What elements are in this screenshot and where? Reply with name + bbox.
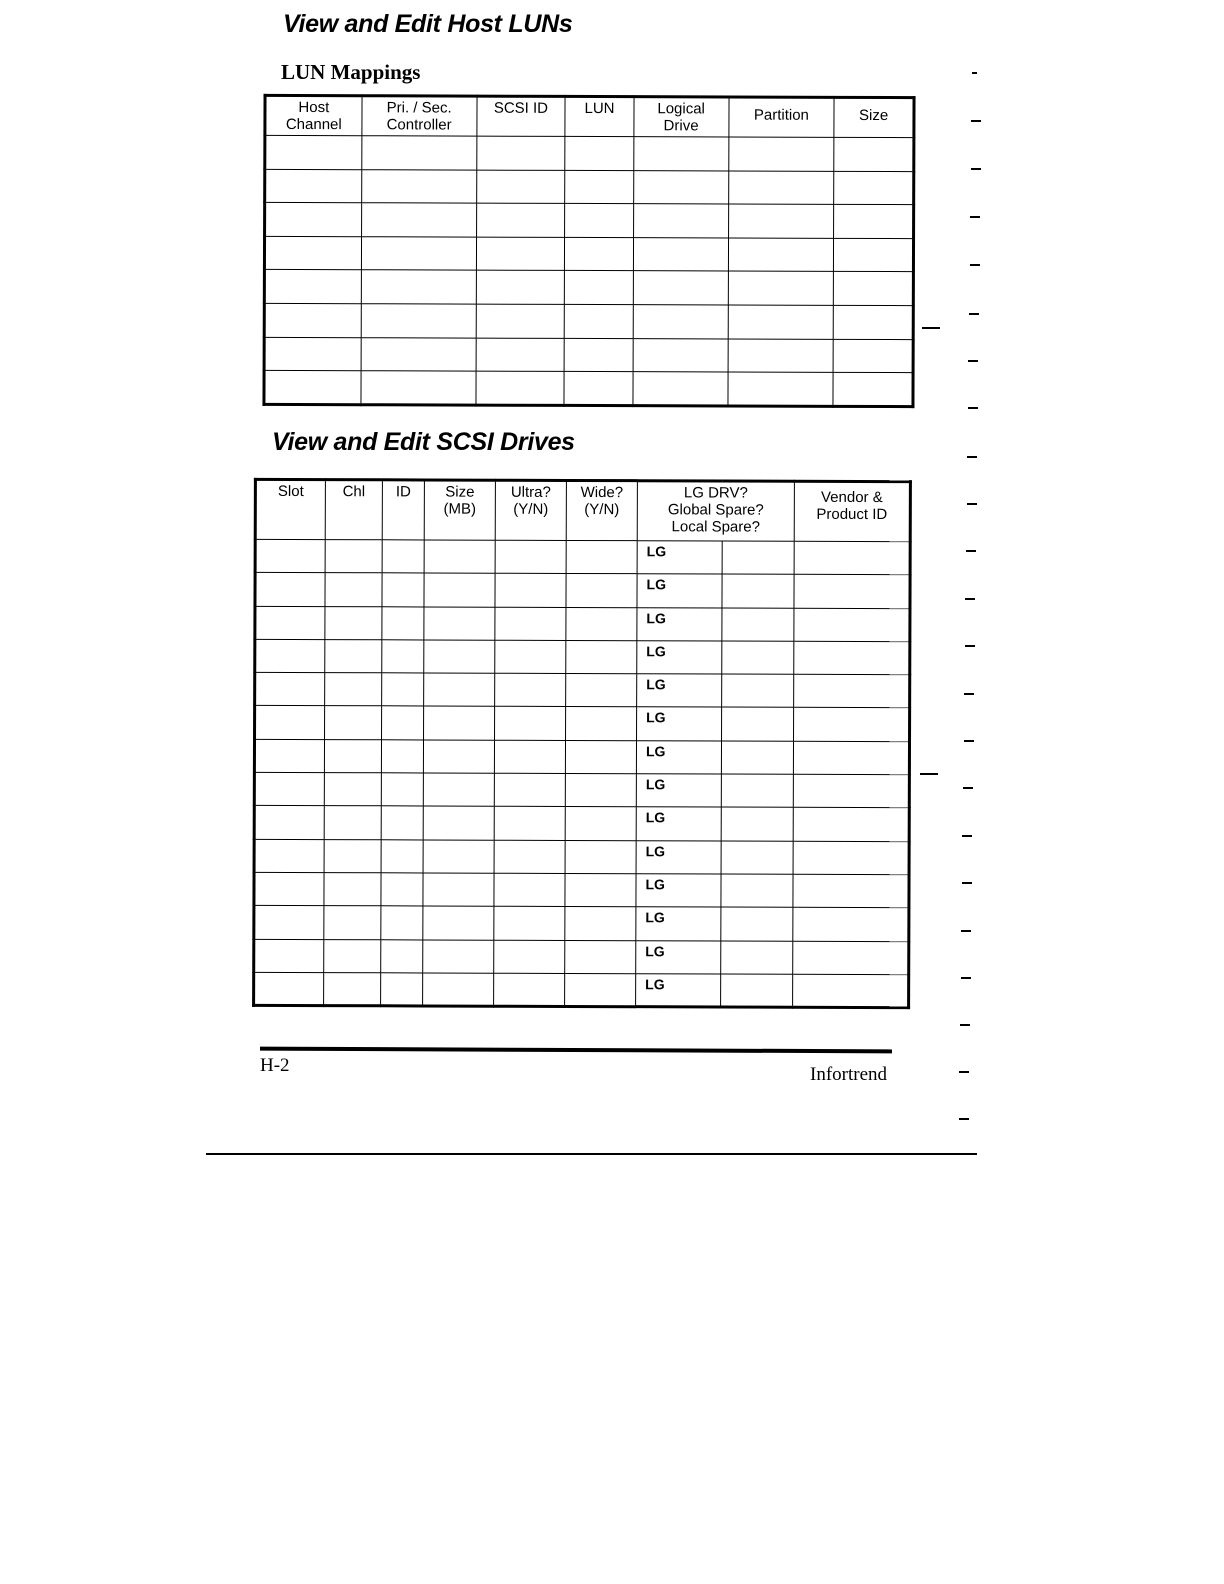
header-logical-drive: Logical Drive bbox=[634, 97, 729, 137]
drive-table-cell bbox=[722, 707, 794, 741]
lg-marker-cell: LG bbox=[636, 974, 721, 1008]
drive-table-cell bbox=[793, 841, 909, 875]
margin-tick bbox=[962, 882, 972, 884]
drive-table-cell bbox=[324, 739, 381, 772]
drive-table-cell bbox=[566, 574, 637, 608]
drive-table-cell bbox=[722, 541, 794, 575]
margin-tick bbox=[971, 168, 981, 170]
drive-table-cell bbox=[721, 841, 793, 875]
lg-marker-cell: LG bbox=[636, 874, 721, 908]
drive-table-cell bbox=[255, 606, 325, 640]
drive-table-cell bbox=[255, 573, 325, 607]
header-lg-drv-spare: LG DRV? Global Spare? Local Spare? bbox=[637, 481, 794, 542]
lun-table-cell bbox=[565, 204, 634, 238]
drive-table-cell bbox=[722, 674, 794, 708]
drive-table-cell bbox=[324, 873, 381, 906]
drive-table-cell bbox=[794, 608, 910, 642]
lun-table-body bbox=[264, 135, 914, 406]
header-vendor-product-id: Vendor & Product ID bbox=[794, 481, 910, 541]
lun-table-cell bbox=[728, 137, 834, 171]
drive-table-cell bbox=[722, 574, 794, 608]
lun-table-cell bbox=[565, 136, 634, 170]
drive-table-cell bbox=[324, 939, 381, 972]
header-host-channel: Host Channel bbox=[265, 95, 362, 135]
lun-table-cell bbox=[361, 371, 476, 405]
drive-table-cell bbox=[495, 673, 566, 707]
drive-table-cell bbox=[382, 640, 424, 673]
margin-tick bbox=[959, 1118, 969, 1120]
margin-tick bbox=[967, 503, 977, 505]
drive-table-cell bbox=[424, 573, 495, 607]
lun-table-cell bbox=[728, 238, 834, 272]
drive-table-cell bbox=[325, 639, 382, 672]
drive-table-cell bbox=[254, 972, 324, 1006]
drive-table-cell bbox=[495, 540, 566, 574]
lg-marker-cell: LG bbox=[636, 740, 721, 774]
header-slot: Slot bbox=[255, 479, 325, 539]
drive-table-cell bbox=[565, 907, 636, 941]
margin-tick bbox=[969, 313, 979, 315]
drive-table-cell bbox=[423, 973, 494, 1007]
lun-table-cell bbox=[834, 272, 914, 306]
lg-marker-cell: LG bbox=[637, 574, 722, 608]
lun-mappings-subtitle: LUN Mappings bbox=[281, 60, 421, 84]
drive-table-cell bbox=[566, 640, 637, 674]
header-lun: LUN bbox=[565, 96, 634, 136]
drive-table-cell bbox=[324, 972, 381, 1005]
lun-mappings-table bbox=[262, 94, 915, 408]
header-size: Size bbox=[834, 97, 914, 137]
drive-table-cell bbox=[565, 940, 636, 974]
drive-table-cell bbox=[494, 840, 565, 874]
drive-table-cell bbox=[794, 575, 910, 609]
margin-tick bbox=[970, 264, 980, 266]
header-scsi-id: SCSI ID bbox=[477, 96, 566, 136]
drive-table-row bbox=[255, 606, 910, 642]
lun-table-row bbox=[264, 270, 913, 306]
footer-company: Infortrend bbox=[810, 1064, 888, 1085]
lun-table-cell bbox=[476, 338, 565, 372]
drive-table-cell bbox=[423, 940, 494, 974]
drive-table-cell bbox=[565, 840, 636, 874]
header-ultra: Ultra? (Y/N) bbox=[495, 480, 566, 540]
drive-table-cell bbox=[721, 741, 793, 775]
lun-table-row bbox=[265, 135, 914, 171]
drive-table-cell bbox=[722, 641, 794, 675]
lun-table-cell bbox=[834, 205, 914, 239]
section-title-scsi-drives: View and Edit SCSI Drives bbox=[272, 428, 575, 456]
drive-table-cell bbox=[254, 939, 324, 973]
drive-table-cell bbox=[255, 706, 325, 740]
margin-tick bbox=[964, 693, 974, 695]
lun-table-cell bbox=[476, 371, 565, 405]
drive-table-cell bbox=[381, 773, 423, 806]
lun-table-cell bbox=[728, 339, 834, 373]
lun-table-cell bbox=[476, 203, 565, 237]
lg-marker-cell: LG bbox=[637, 607, 722, 641]
drive-table-row bbox=[254, 906, 909, 942]
drive-table-row bbox=[254, 806, 909, 842]
margin-tick bbox=[959, 1071, 969, 1073]
lun-table-cell bbox=[265, 203, 362, 237]
drive-table-cell bbox=[254, 772, 324, 806]
drive-table-cell bbox=[494, 906, 565, 940]
lun-table-cell bbox=[565, 170, 634, 204]
lun-table-cell bbox=[728, 271, 834, 305]
drive-table-cell bbox=[324, 906, 381, 939]
lun-table-cell bbox=[264, 236, 361, 270]
drive-table-cell bbox=[721, 974, 793, 1008]
header-chl: Chl bbox=[325, 480, 382, 540]
lg-marker-cell: LG bbox=[636, 807, 721, 841]
drive-table-cell bbox=[793, 941, 909, 975]
drive-table-cell bbox=[793, 741, 909, 775]
lun-table-cell bbox=[361, 169, 476, 203]
drive-table-cell bbox=[793, 874, 909, 908]
lun-table-row bbox=[264, 236, 913, 272]
drive-table-cell bbox=[325, 673, 382, 706]
lun-table-cell bbox=[633, 271, 728, 305]
drive-table-header-row bbox=[255, 479, 910, 541]
lun-table-cell bbox=[361, 337, 476, 371]
lun-table-cell bbox=[834, 137, 914, 171]
drive-table-row bbox=[254, 739, 909, 775]
scsi-drives-table bbox=[252, 478, 912, 1009]
section-title-host-luns: View and Edit Host LUNs bbox=[283, 10, 573, 38]
lun-table-cell bbox=[265, 169, 362, 203]
lun-table-cell bbox=[265, 135, 362, 169]
lun-table-cell bbox=[633, 237, 728, 271]
drive-table-cell bbox=[565, 973, 636, 1007]
drive-table-cell bbox=[566, 707, 637, 741]
drive-table-cell bbox=[324, 839, 381, 872]
lun-table-cell bbox=[476, 304, 565, 338]
lun-table-cell bbox=[264, 371, 361, 405]
lun-table-cell bbox=[728, 204, 834, 238]
lun-table-cell bbox=[361, 304, 476, 338]
lun-table-cell bbox=[476, 170, 565, 204]
drive-table-cell bbox=[494, 940, 565, 974]
drive-table-cell bbox=[325, 606, 382, 639]
lun-table-cell bbox=[264, 337, 361, 371]
lun-table-row bbox=[264, 337, 913, 373]
lun-table-row bbox=[264, 371, 913, 407]
lun-table-cell bbox=[728, 305, 834, 339]
drive-table-cell bbox=[495, 573, 566, 607]
drive-table-cell bbox=[381, 906, 423, 939]
margin-tick bbox=[972, 72, 977, 74]
lun-table-cell bbox=[264, 270, 361, 304]
lun-table-row bbox=[265, 169, 914, 205]
drive-table-cell bbox=[381, 740, 423, 773]
lun-table-cell bbox=[361, 203, 476, 237]
drive-table-cell bbox=[794, 708, 910, 742]
lun-table-cell bbox=[564, 304, 633, 338]
page-number: H-2 bbox=[260, 1055, 290, 1076]
drive-table-cell bbox=[255, 639, 325, 673]
lun-table-cell bbox=[727, 372, 833, 406]
drive-table-cell bbox=[721, 807, 793, 841]
lg-marker-cell: LG bbox=[636, 840, 721, 874]
drive-table-cell bbox=[494, 873, 565, 907]
drive-table-cell bbox=[424, 673, 495, 707]
drive-table-cell bbox=[423, 773, 494, 807]
lg-marker-cell: LG bbox=[636, 940, 721, 974]
lg-marker-cell: LG bbox=[637, 541, 722, 575]
drive-table-cell bbox=[495, 707, 566, 741]
drive-table-cell bbox=[255, 539, 325, 573]
drive-table-row bbox=[254, 972, 909, 1008]
drive-table-cell bbox=[566, 674, 637, 708]
margin-tick bbox=[965, 645, 975, 647]
drive-table-cell bbox=[423, 806, 494, 840]
margin-tick bbox=[968, 360, 978, 362]
lun-table-cell bbox=[564, 372, 633, 406]
lun-table-cell bbox=[565, 271, 634, 305]
margin-tick bbox=[964, 740, 974, 742]
lun-table-cell bbox=[476, 270, 565, 304]
drive-table-cell bbox=[495, 607, 566, 641]
drive-table-row bbox=[254, 839, 909, 875]
lun-table-header-row bbox=[265, 95, 914, 137]
drive-table-cell bbox=[423, 740, 494, 774]
header-wide: Wide? (Y/N) bbox=[566, 480, 637, 540]
drive-table-cell bbox=[424, 706, 495, 740]
drive-table-cell bbox=[324, 806, 381, 839]
header-controller: Pri. / Sec. Controller bbox=[362, 96, 477, 136]
drive-table-cell bbox=[794, 541, 910, 575]
lun-table-row bbox=[265, 203, 914, 239]
drive-table-cell bbox=[255, 673, 325, 707]
drive-table-cell bbox=[722, 608, 794, 642]
margin-tick bbox=[966, 550, 976, 552]
drive-table-cell bbox=[254, 739, 324, 773]
lun-table-cell bbox=[361, 270, 476, 304]
drive-table-cell bbox=[721, 941, 793, 975]
drive-table-cell bbox=[382, 540, 424, 573]
drive-table-cell bbox=[254, 806, 324, 840]
margin-tick bbox=[965, 598, 975, 600]
lg-marker-cell: LG bbox=[636, 774, 721, 808]
margin-tick bbox=[922, 327, 940, 329]
lg-marker-cell: LG bbox=[637, 707, 722, 741]
lun-table-cell bbox=[633, 372, 728, 406]
lun-table-cell bbox=[834, 305, 914, 339]
drive-table-cell bbox=[325, 706, 382, 739]
drive-table-row bbox=[254, 939, 909, 975]
drive-table-cell bbox=[423, 840, 494, 874]
drive-table-cell bbox=[382, 706, 424, 739]
header-partition: Partition bbox=[728, 97, 834, 137]
drive-table-cell bbox=[423, 873, 494, 907]
lun-table-cell bbox=[633, 170, 728, 204]
lun-table-cell bbox=[633, 305, 728, 339]
footer-rule bbox=[260, 1047, 892, 1054]
drive-table-cell bbox=[721, 907, 793, 941]
lun-table-cell bbox=[564, 338, 633, 372]
drive-table-cell bbox=[254, 839, 324, 873]
drive-table-cell bbox=[566, 607, 637, 641]
margin-tick bbox=[961, 930, 971, 932]
drive-table-cell bbox=[495, 640, 566, 674]
page-bottom-rule bbox=[206, 1153, 977, 1155]
drive-table-cell bbox=[381, 973, 423, 1006]
margin-tick bbox=[962, 835, 972, 837]
drive-table-cell bbox=[494, 973, 565, 1007]
margin-tick bbox=[961, 977, 971, 979]
drive-table-cell bbox=[324, 773, 381, 806]
drive-table-row bbox=[255, 673, 910, 709]
header-id: ID bbox=[382, 480, 424, 540]
lun-table-cell bbox=[633, 338, 728, 372]
lun-table-cell bbox=[264, 303, 361, 337]
lg-marker-cell: LG bbox=[637, 674, 722, 708]
lun-table-cell bbox=[361, 236, 476, 270]
drive-table-cell bbox=[424, 640, 495, 674]
drive-table-cell bbox=[325, 573, 382, 606]
margin-tick bbox=[967, 456, 977, 458]
drive-table-cell bbox=[793, 974, 909, 1008]
header-size-mb: Size (MB) bbox=[424, 480, 495, 540]
drive-table-cell bbox=[382, 606, 424, 639]
drive-table-cell bbox=[793, 808, 909, 842]
drive-table-cell bbox=[381, 806, 423, 839]
margin-tick bbox=[960, 1024, 970, 1026]
lun-table-cell bbox=[834, 238, 914, 272]
lun-table-cell bbox=[476, 237, 565, 271]
drive-table-body bbox=[254, 539, 911, 1007]
drive-table-cell bbox=[381, 873, 423, 906]
lun-table-cell bbox=[833, 373, 913, 407]
drive-table-cell bbox=[565, 807, 636, 841]
lun-table-row bbox=[264, 303, 913, 339]
drive-table-cell bbox=[325, 540, 382, 573]
drive-table-cell bbox=[794, 674, 910, 708]
lun-table-cell bbox=[728, 171, 834, 205]
drive-table-cell bbox=[793, 908, 909, 942]
drive-table-cell bbox=[794, 641, 910, 675]
drive-table-row bbox=[255, 639, 910, 675]
drive-table-row bbox=[255, 706, 910, 742]
margin-tick bbox=[970, 216, 980, 218]
drive-table-row bbox=[254, 772, 909, 808]
drive-table-cell bbox=[381, 839, 423, 872]
lg-marker-cell: LG bbox=[636, 907, 721, 941]
lun-table-cell bbox=[634, 137, 729, 171]
margin-tick bbox=[963, 787, 973, 789]
drive-table-cell bbox=[424, 540, 495, 574]
drive-table-cell bbox=[793, 774, 909, 808]
drive-table-row bbox=[254, 872, 909, 908]
margin-tick bbox=[971, 120, 981, 122]
drive-table-cell bbox=[381, 939, 423, 972]
margin-tick bbox=[968, 407, 978, 409]
lun-table-cell bbox=[833, 339, 913, 373]
drive-table-cell bbox=[424, 607, 495, 641]
drive-table-cell bbox=[721, 774, 793, 808]
lun-table-cell bbox=[834, 171, 914, 205]
drive-table-cell bbox=[494, 740, 565, 774]
drive-table-cell bbox=[565, 873, 636, 907]
drive-table-row bbox=[255, 539, 910, 575]
drive-table-cell bbox=[565, 774, 636, 808]
drive-table-cell bbox=[721, 874, 793, 908]
drive-table-cell bbox=[382, 673, 424, 706]
drive-table-row bbox=[255, 573, 910, 609]
drive-table-cell bbox=[565, 740, 636, 774]
lun-table-cell bbox=[565, 237, 634, 271]
lun-table-cell bbox=[633, 204, 728, 238]
lun-table-cell bbox=[476, 136, 565, 170]
drive-table-cell bbox=[494, 807, 565, 841]
drive-table-cell bbox=[566, 540, 637, 574]
margin-tick bbox=[920, 773, 938, 775]
drive-table-cell bbox=[254, 906, 324, 940]
lg-marker-cell: LG bbox=[637, 641, 722, 675]
drive-table-cell bbox=[423, 906, 494, 940]
drive-table-cell bbox=[254, 872, 324, 906]
lun-table-cell bbox=[362, 136, 477, 170]
drive-table-cell bbox=[382, 573, 424, 606]
drive-table-cell bbox=[494, 773, 565, 807]
